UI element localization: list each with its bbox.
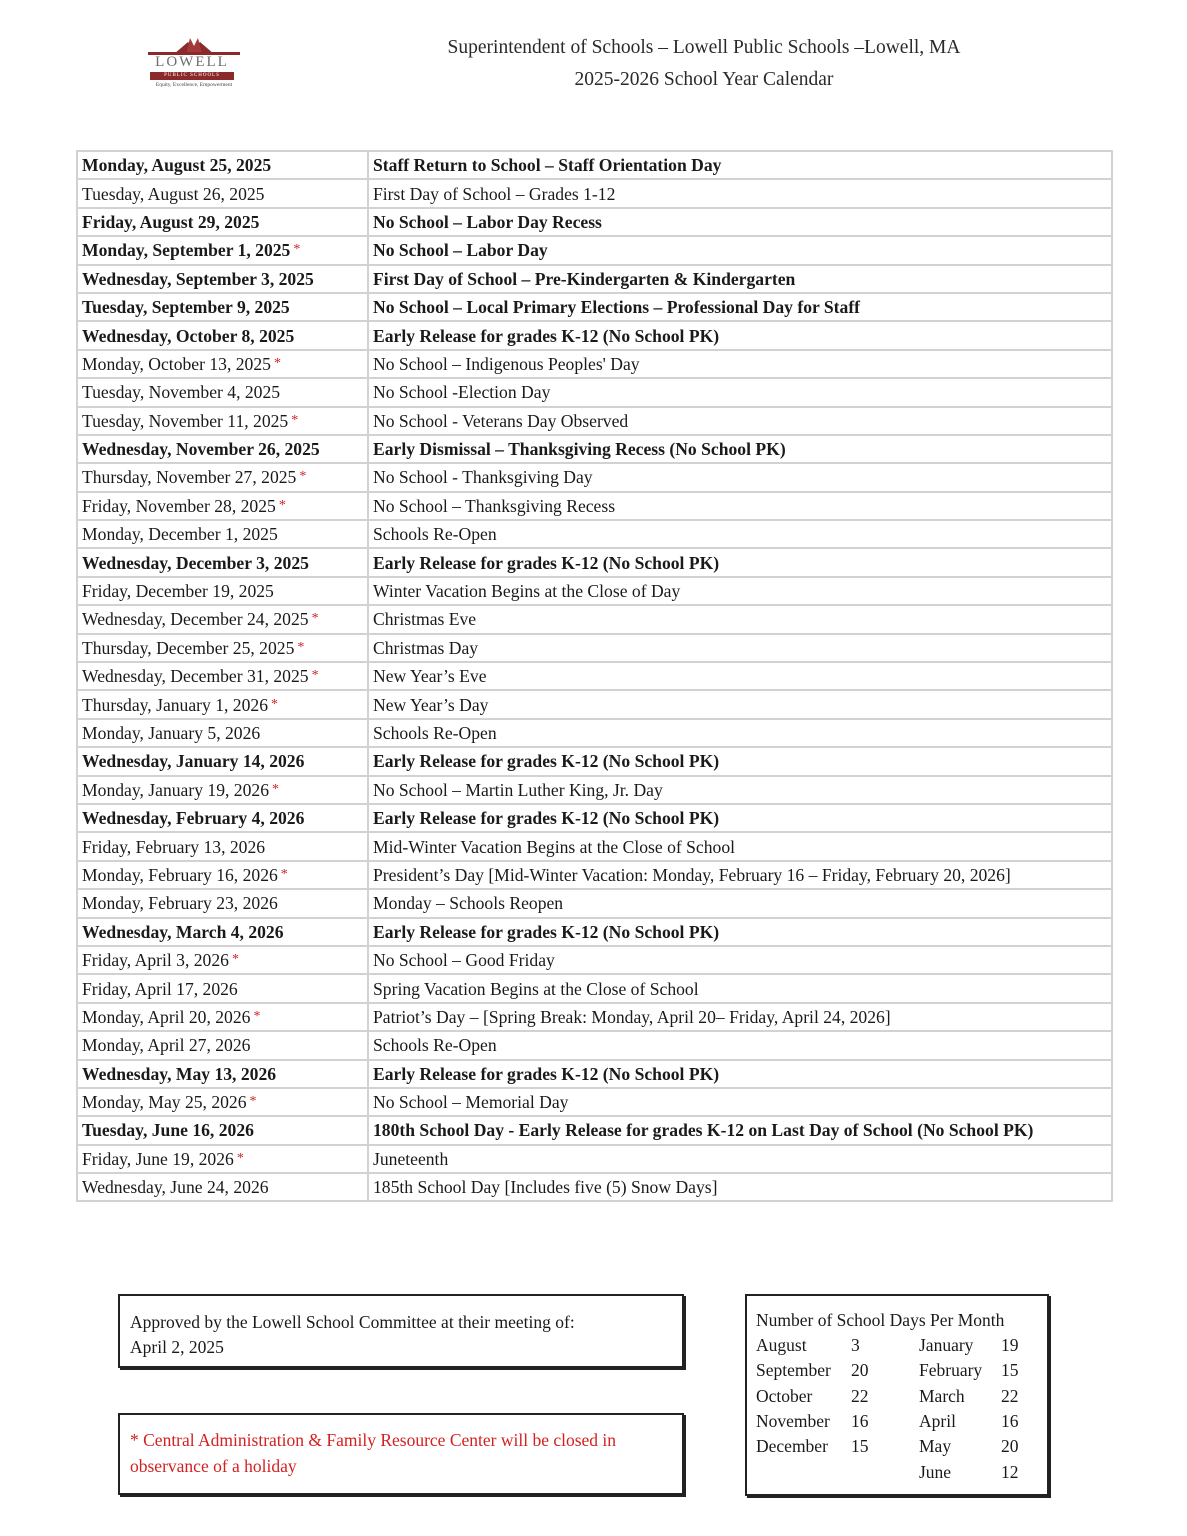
document-header bbox=[404, 32, 1004, 96]
calendar-row bbox=[77, 350, 1112, 378]
school-days-count: 16 bbox=[1001, 1410, 1019, 1431]
approval-date: April 2, 2025 bbox=[130, 1337, 224, 1357]
school-days-month: March bbox=[919, 1385, 965, 1406]
calendar-event-cell bbox=[368, 236, 1112, 264]
calendar-date-cell bbox=[77, 605, 368, 633]
approval-line: Approved by the Lowell School Committee at their meeting of: bbox=[130, 1312, 575, 1332]
calendar-event: New Year’s Eve bbox=[373, 666, 487, 687]
school-days-count: 15 bbox=[851, 1436, 869, 1457]
holiday-asterisk: * bbox=[253, 1008, 261, 1024]
calendar-event: No School - Veterans Day Observed bbox=[373, 410, 629, 431]
calendar-row bbox=[77, 151, 1112, 179]
calendar-date-cell bbox=[77, 1173, 368, 1201]
calendar-event: Schools Re-Open bbox=[373, 1035, 497, 1056]
calendar-event-cell bbox=[368, 719, 1112, 747]
calendar-event: No School – Indigenous Peoples' Day bbox=[373, 353, 640, 374]
calendar-event: 185th School Day [Includes five (5) Snow Days] bbox=[373, 1177, 718, 1198]
calendar-row bbox=[77, 776, 1112, 804]
calendar-row bbox=[77, 236, 1112, 264]
calendar-date: Friday, November 28, 2025 bbox=[82, 495, 276, 516]
calendar-event: No School – Good Friday bbox=[373, 950, 555, 971]
calendar-event: Early Dismissal – Thanksgiving Recess (No School PK) bbox=[373, 439, 786, 460]
calendar-date-cell bbox=[77, 918, 368, 946]
calendar-date-cell bbox=[77, 747, 368, 775]
calendar-event-cell bbox=[368, 1145, 1112, 1173]
calendar-date-cell bbox=[77, 265, 368, 293]
school-days-month: May bbox=[919, 1436, 952, 1457]
school-days-month: December bbox=[756, 1436, 828, 1457]
holiday-asterisk: * bbox=[311, 668, 319, 684]
calendar-date-cell bbox=[77, 946, 368, 974]
school-days-month: October bbox=[756, 1385, 813, 1406]
calendar-event-cell bbox=[368, 634, 1112, 662]
calendar-body bbox=[77, 151, 1112, 1201]
calendar-date-cell bbox=[77, 350, 368, 378]
calendar-date: Monday, February 23, 2026 bbox=[82, 893, 278, 914]
calendar-event: President’s Day [Mid-Winter Vacation: Monday, February 16 – Friday, February 20, 2026] bbox=[373, 864, 1011, 885]
calendar-event-cell bbox=[368, 832, 1112, 860]
header-title: Superintendent of Schools – Lowell Public Schools –Lowell, MA bbox=[447, 37, 961, 58]
school-days-count: 20 bbox=[1001, 1436, 1019, 1457]
calendar-row bbox=[77, 832, 1112, 860]
holiday-asterisk: * bbox=[278, 497, 286, 513]
calendar-event-cell bbox=[368, 321, 1112, 349]
school-days-month: April bbox=[919, 1410, 956, 1431]
calendar-row bbox=[77, 889, 1112, 917]
calendar-row bbox=[77, 1116, 1112, 1144]
calendar-event-cell bbox=[368, 265, 1112, 293]
calendar-event-cell bbox=[368, 208, 1112, 236]
holiday-notice-box bbox=[118, 1413, 684, 1495]
calendar-date: Friday, December 19, 2025 bbox=[82, 581, 274, 602]
calendar-row bbox=[77, 463, 1112, 491]
school-days-count: 19 bbox=[1001, 1335, 1019, 1355]
header-subtitle: 2025-2026 School Year Calendar bbox=[574, 69, 834, 90]
calendar-event: Schools Re-Open bbox=[373, 524, 497, 545]
calendar-date-cell bbox=[77, 690, 368, 718]
calendar-date-cell bbox=[77, 548, 368, 576]
school-days-month: August bbox=[756, 1335, 807, 1355]
school-days-count: 15 bbox=[1001, 1360, 1019, 1381]
calendar-event: No School – Thanksgiving Recess bbox=[373, 495, 616, 516]
calendar-date: Monday, April 27, 2026 bbox=[82, 1035, 251, 1056]
calendar-date: Wednesday, January 14, 2026 bbox=[82, 751, 305, 772]
calendar-date: Monday, December 1, 2025 bbox=[82, 524, 278, 545]
school-days-title: Number of School Days Per Month bbox=[756, 1310, 1005, 1330]
holiday-asterisk: * bbox=[273, 355, 281, 371]
calendar-date-cell bbox=[77, 662, 368, 690]
calendar-date: Wednesday, May 13, 2026 bbox=[82, 1063, 277, 1084]
logo-tagline: Equity, Excellence, Empowerment bbox=[155, 82, 233, 88]
holiday-asterisk: * bbox=[272, 781, 279, 797]
calendar-date-cell bbox=[77, 832, 368, 860]
holiday-asterisk: * bbox=[280, 866, 288, 882]
calendar-date-cell bbox=[77, 463, 368, 491]
books-emblem-icon bbox=[144, 34, 244, 56]
calendar-event-cell bbox=[368, 889, 1112, 917]
calendar-event: Spring Vacation Begins at the Close of School bbox=[373, 978, 699, 999]
calendar-date: Monday, April 20, 2026 bbox=[82, 1006, 251, 1027]
calendar-event: Early Release for grades K-12 (No School PK) bbox=[373, 921, 720, 942]
calendar-event: Early Release for grades K-12 (No School PK) bbox=[373, 552, 720, 573]
calendar-row bbox=[77, 605, 1112, 633]
calendar-date-cell bbox=[77, 861, 368, 889]
calendar-event: No School -Election Day bbox=[373, 382, 551, 403]
calendar-event: No School – Labor Day Recess bbox=[373, 211, 602, 232]
calendar-event-cell bbox=[368, 1060, 1112, 1088]
calendar-date: Tuesday, August 26, 2025 bbox=[82, 183, 265, 204]
calendar-row bbox=[77, 1088, 1112, 1116]
school-days-month: June bbox=[919, 1461, 952, 1482]
calendar-date: Friday, June 19, 2026 bbox=[82, 1148, 234, 1169]
calendar-date-cell bbox=[77, 520, 368, 548]
calendar-row bbox=[77, 378, 1112, 406]
calendar-date-cell bbox=[77, 1145, 368, 1173]
holiday-asterisk: * bbox=[231, 952, 239, 968]
calendar-event-cell bbox=[368, 179, 1112, 207]
calendar-event: No School – Local Primary Elections – Professional Day for Staff bbox=[373, 297, 861, 318]
calendar-date: Monday, August 25, 2025 bbox=[82, 155, 272, 176]
calendar-date: Tuesday, September 9, 2025 bbox=[82, 297, 290, 318]
school-days-month: February bbox=[919, 1360, 983, 1381]
calendar-event-cell bbox=[368, 293, 1112, 321]
calendar-event: 180th School Day - Early Release for grades K-12 on Last Day of School (No School PK) bbox=[373, 1120, 1034, 1141]
calendar-date-cell bbox=[77, 719, 368, 747]
holiday-asterisk: * bbox=[293, 242, 301, 258]
calendar-row bbox=[77, 918, 1112, 946]
calendar-event-cell bbox=[368, 747, 1112, 775]
calendar-date: Thursday, November 27, 2025 bbox=[82, 467, 297, 488]
calendar-date: Tuesday, June 16, 2026 bbox=[82, 1120, 254, 1141]
calendar-event-cell bbox=[368, 1173, 1112, 1201]
calendar-event-cell bbox=[368, 1003, 1112, 1031]
calendar-event: Schools Re-Open bbox=[373, 723, 497, 743]
calendar-date: Friday, August 29, 2025 bbox=[82, 211, 260, 232]
holiday-notice-text: * Central Administration & Family Resource Center will be closed in observance of a holiday bbox=[130, 1430, 617, 1476]
calendar-date-cell bbox=[77, 776, 368, 804]
calendar-event: No School - Thanksgiving Day bbox=[373, 467, 593, 488]
calendar-event-cell bbox=[368, 690, 1112, 718]
calendar-date-cell bbox=[77, 889, 368, 917]
calendar-date: Friday, February 13, 2026 bbox=[82, 836, 266, 857]
calendar-date-cell bbox=[77, 293, 368, 321]
approval-box bbox=[118, 1294, 684, 1368]
calendar-row bbox=[77, 1003, 1112, 1031]
calendar-row bbox=[77, 1173, 1112, 1201]
calendar-date: Tuesday, November 4, 2025 bbox=[82, 382, 281, 403]
calendar-event-cell bbox=[368, 492, 1112, 520]
calendar-date: Tuesday, November 11, 2025 bbox=[82, 410, 289, 431]
calendar-event-cell bbox=[368, 577, 1112, 605]
calendar-date: Wednesday, June 24, 2026 bbox=[82, 1177, 269, 1198]
calendar-event: First Day of School – Pre-Kindergarten & Kindergarten bbox=[373, 268, 796, 289]
calendar-event-cell bbox=[368, 974, 1112, 1002]
calendar-date-cell bbox=[77, 577, 368, 605]
calendar-event: Early Release for grades K-12 (No School PK) bbox=[373, 808, 720, 829]
calendar-event-cell bbox=[368, 350, 1112, 378]
calendar-event-cell bbox=[368, 520, 1112, 548]
calendar-date-cell bbox=[77, 151, 368, 179]
calendar-event: Early Release for grades K-12 (No School PK) bbox=[373, 751, 720, 772]
calendar-event-cell bbox=[368, 463, 1112, 491]
calendar-event-cell bbox=[368, 861, 1112, 889]
calendar-row bbox=[77, 690, 1112, 718]
calendar-event: Winter Vacation Begins at the Close of Day bbox=[373, 581, 681, 602]
school-days-month: November bbox=[756, 1410, 830, 1431]
calendar-date: Thursday, January 1, 2026 bbox=[82, 694, 268, 715]
calendar-event-cell bbox=[368, 918, 1112, 946]
calendar-row bbox=[77, 747, 1112, 775]
holiday-asterisk: * bbox=[236, 1150, 244, 1166]
calendar-date: Wednesday, October 8, 2025 bbox=[82, 325, 295, 346]
calendar-date-cell bbox=[77, 179, 368, 207]
school-days-count: 22 bbox=[1001, 1385, 1019, 1406]
calendar-date: Monday, May 25, 2026 bbox=[82, 1092, 247, 1113]
calendar-event-cell bbox=[368, 946, 1112, 974]
calendar-date: Friday, April 3, 2026 bbox=[82, 950, 229, 971]
calendar-date: Monday, February 16, 2026 bbox=[82, 864, 278, 885]
calendar-event: No School – Memorial Day bbox=[373, 1092, 569, 1113]
calendar-row bbox=[77, 1031, 1112, 1059]
holiday-asterisk: * bbox=[249, 1094, 257, 1110]
school-days-count: 22 bbox=[851, 1385, 869, 1406]
calendar-row bbox=[77, 1060, 1112, 1088]
calendar-row bbox=[77, 634, 1112, 662]
calendar-event-cell bbox=[368, 662, 1112, 690]
calendar-date-cell bbox=[77, 208, 368, 236]
calendar-table bbox=[76, 150, 1113, 1202]
holiday-asterisk: * bbox=[271, 696, 278, 712]
calendar-date: Wednesday, November 26, 2025 bbox=[82, 439, 320, 460]
calendar-date-cell bbox=[77, 1003, 368, 1031]
calendar-date-cell bbox=[77, 321, 368, 349]
calendar-date: Wednesday, March 4, 2026 bbox=[82, 921, 284, 942]
calendar-date-cell bbox=[77, 236, 368, 264]
calendar-row bbox=[77, 321, 1112, 349]
calendar-date-cell bbox=[77, 435, 368, 463]
calendar-date: Friday, April 17, 2026 bbox=[82, 978, 238, 999]
calendar-date: Wednesday, December 31, 2025 bbox=[82, 666, 309, 687]
holiday-asterisk: * bbox=[311, 611, 319, 627]
calendar-row bbox=[77, 861, 1112, 889]
calendar-event: Monday – Schools Reopen bbox=[373, 893, 564, 914]
calendar-date-cell bbox=[77, 492, 368, 520]
calendar-event: Staff Return to School – Staff Orientation Day bbox=[373, 155, 722, 176]
holiday-asterisk: * bbox=[297, 639, 305, 655]
calendar-row bbox=[77, 265, 1112, 293]
school-days-month: September bbox=[756, 1360, 831, 1381]
school-days-count: 16 bbox=[851, 1410, 869, 1431]
calendar-row bbox=[77, 435, 1112, 463]
calendar-event: No School – Martin Luther King, Jr. Day bbox=[373, 779, 663, 800]
calendar-event-cell bbox=[368, 776, 1112, 804]
calendar-row bbox=[77, 407, 1112, 435]
calendar-event: Patriot’s Day – [Spring Break: Monday, April 20– Friday, April 24, 2026] bbox=[373, 1006, 891, 1027]
calendar-row bbox=[77, 492, 1112, 520]
calendar-row bbox=[77, 179, 1112, 207]
calendar-date: Monday, September 1, 2025 bbox=[82, 240, 291, 261]
calendar-date-cell bbox=[77, 1088, 368, 1116]
lowell-logo bbox=[144, 34, 244, 94]
calendar-row bbox=[77, 662, 1112, 690]
calendar-date: Monday, October 13, 2025 bbox=[82, 353, 271, 374]
calendar-date: Wednesday, September 3, 2025 bbox=[82, 268, 314, 289]
calendar-event: Juneteenth bbox=[373, 1148, 449, 1169]
calendar-event: Early Release for grades K-12 (No School PK) bbox=[373, 325, 720, 346]
calendar-date-cell bbox=[77, 974, 368, 1002]
calendar-event-cell bbox=[368, 151, 1112, 179]
calendar-date: Wednesday, February 4, 2026 bbox=[82, 808, 305, 829]
school-days-count: 12 bbox=[1001, 1461, 1019, 1482]
calendar-date: Monday, January 19, 2026 bbox=[82, 779, 269, 800]
calendar-event: Christmas Eve bbox=[373, 609, 477, 630]
calendar-date: Wednesday, December 3, 2025 bbox=[82, 552, 309, 573]
calendar-date-cell bbox=[77, 804, 368, 832]
school-days-month: January bbox=[919, 1335, 974, 1355]
calendar-row bbox=[77, 1145, 1112, 1173]
calendar-event-cell bbox=[368, 1116, 1112, 1144]
calendar-event: First Day of School – Grades 1-12 bbox=[373, 183, 616, 204]
calendar-event-cell bbox=[368, 605, 1112, 633]
calendar-event: No School – Labor Day bbox=[373, 240, 548, 261]
calendar-row bbox=[77, 520, 1112, 548]
calendar-date: Wednesday, December 24, 2025 bbox=[82, 609, 309, 630]
calendar-event-cell bbox=[368, 804, 1112, 832]
calendar-event-cell bbox=[368, 435, 1112, 463]
calendar-event-cell bbox=[368, 548, 1112, 576]
logo-subtitle: PUBLIC SCHOOLS bbox=[150, 72, 234, 80]
calendar-event: Early Release for grades K-12 (No School PK) bbox=[373, 1063, 720, 1084]
calendar-row bbox=[77, 719, 1112, 747]
calendar-date: Thursday, December 25, 2025 bbox=[82, 637, 295, 658]
calendar-row bbox=[77, 548, 1112, 576]
calendar-event: Mid-Winter Vacation Begins at the Close of School bbox=[373, 836, 736, 857]
calendar-date-cell bbox=[77, 1060, 368, 1088]
calendar-event-cell bbox=[368, 407, 1112, 435]
calendar-date-cell bbox=[77, 378, 368, 406]
calendar-date-cell bbox=[77, 407, 368, 435]
calendar-event-cell bbox=[368, 1031, 1112, 1059]
calendar-date-cell bbox=[77, 634, 368, 662]
holiday-asterisk: * bbox=[291, 412, 299, 428]
school-days-box bbox=[745, 1294, 1049, 1496]
calendar-event: New Year’s Day bbox=[373, 694, 489, 715]
school-days-count: 20 bbox=[851, 1360, 869, 1381]
calendar-row bbox=[77, 974, 1112, 1002]
calendar-row bbox=[77, 293, 1112, 321]
calendar-date-cell bbox=[77, 1116, 368, 1144]
approval-text bbox=[130, 1310, 575, 1360]
calendar-row bbox=[77, 208, 1112, 236]
calendar-date: Monday, January 5, 2026 bbox=[82, 723, 261, 743]
calendar-event-cell bbox=[368, 1088, 1112, 1116]
logo-wordmark: LOWELL bbox=[155, 54, 229, 70]
calendar-row bbox=[77, 577, 1112, 605]
calendar-event: Christmas Day bbox=[373, 637, 479, 658]
holiday-asterisk: * bbox=[299, 469, 307, 485]
calendar-row bbox=[77, 804, 1112, 832]
calendar-event-cell bbox=[368, 378, 1112, 406]
school-days-count: 3 bbox=[851, 1335, 860, 1355]
calendar-row bbox=[77, 946, 1112, 974]
calendar-date-cell bbox=[77, 1031, 368, 1059]
